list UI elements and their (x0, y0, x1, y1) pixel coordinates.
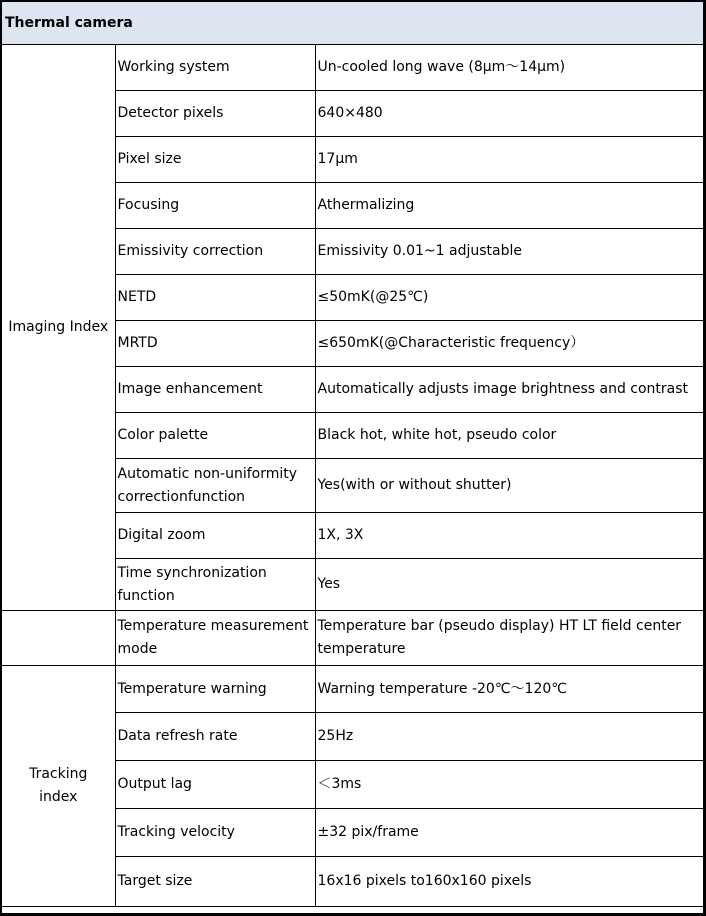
spec-value: Emissivity 0.01~1 adjustable (315, 229, 703, 275)
spec-name: Temperature warning (115, 666, 315, 713)
spec-value: Warning temperature -20℃～120℃ (315, 666, 703, 713)
spec-value: 25Hz (315, 713, 703, 761)
spec-value: Athermalizing (315, 183, 703, 229)
spec-name: NETD (115, 275, 315, 321)
group-label-tracking (2, 666, 115, 907)
spec-name: Color palette (115, 413, 315, 459)
spec-name: Time synchronization function (115, 559, 315, 611)
spec-name: Tracking velocity (115, 809, 315, 857)
table-title: Thermal camera (2, 2, 703, 45)
group-label-imaging: Imaging Index (2, 45, 115, 611)
spec-value: ≤50mK(@25℃) (315, 275, 703, 321)
spec-name: Working system (115, 45, 315, 91)
spec-value: 640×480 (315, 91, 703, 137)
spec-value: Yes (315, 559, 703, 611)
spec-value: Temperature bar (pseudo display) HT LT field center temperature (315, 611, 703, 666)
table-row (2, 666, 703, 713)
spec-name: Detector pixels (115, 91, 315, 137)
spec-name: Automatic non-uniformity correctionfunction (115, 459, 315, 513)
spec-name: Pixel size (115, 137, 315, 183)
spec-table (2, 2, 703, 907)
spec-name: MRTD (115, 321, 315, 367)
group-label-tracking-text: Tracking index (29, 766, 88, 805)
spec-name: Focusing (115, 183, 315, 229)
table-row (2, 611, 703, 666)
spec-value: Yes(with or without shutter) (315, 459, 703, 513)
spec-value: 1X, 3X (315, 513, 703, 559)
table-header-row (2, 2, 703, 45)
spec-name: Output lag (115, 761, 315, 809)
spec-name: Emissivity correction (115, 229, 315, 275)
spec-value: 17μm (315, 137, 703, 183)
spec-value: Un-cooled long wave (8μm～14μm) (315, 45, 703, 91)
spec-value: ≤650mK(@Characteristic frequency） (315, 321, 703, 367)
spec-name: Digital zoom (115, 513, 315, 559)
spec-value: ＜3ms (315, 761, 703, 809)
table-row (2, 45, 703, 91)
spec-value: Black hot, white hot, pseudo color (315, 413, 703, 459)
spec-name: Target size (115, 857, 315, 907)
spec-name: Data refresh rate (115, 713, 315, 761)
group-label-empty (2, 611, 115, 666)
spec-value: Automatically adjusts image brightness and contrast (315, 367, 703, 413)
spec-name: Image enhancement (115, 367, 315, 413)
spec-value: 16x16 pixels to160x160 pixels (315, 857, 703, 907)
spec-value: ±32 pix/frame (315, 809, 703, 857)
spec-name: Temperature measurement mode (115, 611, 315, 666)
